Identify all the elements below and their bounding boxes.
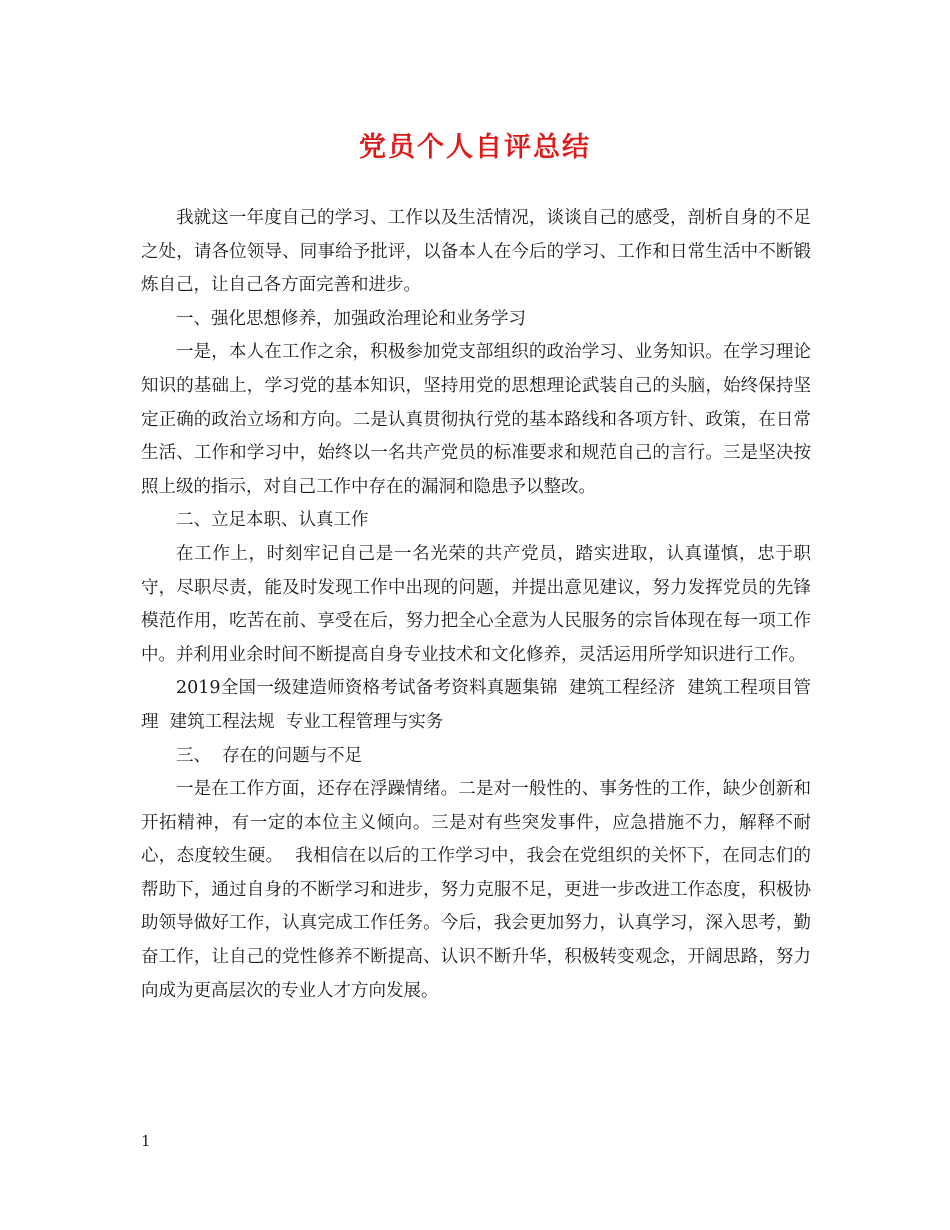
section-heading-3: 三、 存在的问题与不足 — [176, 745, 363, 766]
exam-materials-paragraph: 2019全国一级建造师资格考试备考资料真题集锦 建筑工程经济 建筑工程项目管理 建筑工程法规 专业工程管理与实务 — [141, 678, 811, 732]
section-heading-1: 一、强化思想修养，加强政治理论和业务学习 — [176, 308, 526, 329]
page-number: 1 — [141, 1132, 151, 1150]
section-heading-2: 二、立足本职、认真工作 — [176, 510, 369, 531]
section-3-paragraph: 一是在工作方面，还存在浮躁情绪。二是对一般性的、事务性的工作，缺少创新和开拓精神，有一定的本位主义倾向。三是对有些突发事件，应急措施不力，解释不耐心，态度较生硬。 我相信在以后的工作学习中，我会在党组织的关怀下，在同志们的帮助下，通过自身的不断学习和进步，努力克服不足，更进一步改进工作态度，积极协助领导做好工作，认真完成工作任务。今后，我会更加努力，认真学习，深入思考，勤奋工作，让自己的党性修养不断提高、认识不断升华，积极转变观念，开阔思路，努力向成为更高层次的专业人才方向发展。 — [141, 779, 811, 1001]
section-2-paragraph: 在工作上，时刻牢记自己是一名光荣的共产党员，踏实进取，认真谨慎，忠于职守，尽职尽责，能及时发现工作中出现的问题，并提出意见建议，努力发挥党员的先锋模范作用，吃苦在前、享受在后，努力把全心全意为人民服务的宗旨体现在每一项工作中。并利用业余时间不断提高自身专业技术和文化修养，灵活运用所学知识进行工作。 — [141, 543, 811, 665]
document-title: 党员个人自评总结 — [359, 132, 591, 163]
section-1-paragraph: 一是，本人在工作之余，积极参加党支部组织的政治学习、业务知识。在学习理论知识的基础上，学习党的基本知识，坚持用党的思想理论武装自己的头脑，始终保持坚定正确的政治立场和方向。二是认真贯彻执行党的基本路线和各项方针、政策，在日常生活、工作和学习中，始终以一名共产党员的标准要求和规范自己的言行。三是坚决按照上级的指示，对自己工作中存在的漏洞和隐患予以整改。 — [141, 342, 811, 497]
intro-paragraph: 我就这一年度自己的学习、工作以及生活情况，谈谈自己的感受，剖析自身的不足之处，请各位领导、同事给予批评，以备本人在今后的学习、工作和日常生活中不断锻炼自己，让自己各方面完善和进步。 — [141, 208, 811, 296]
document-body — [141, 202, 811, 1008]
